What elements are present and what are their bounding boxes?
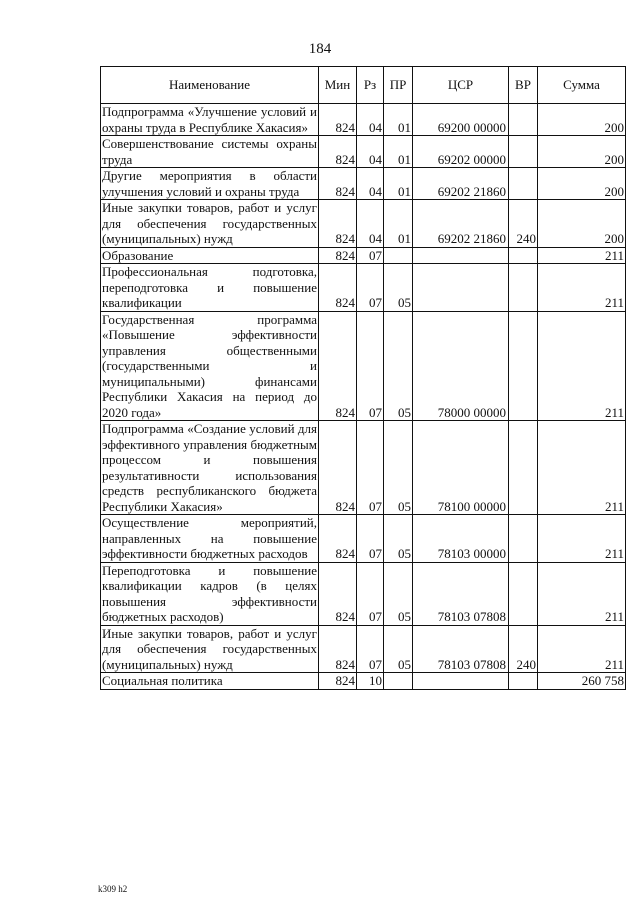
table-row (101, 673, 626, 690)
table-row (101, 421, 626, 515)
cell-csr: 78103 07808 (413, 562, 509, 625)
cell-sum: 211 (538, 625, 626, 673)
cell-pr: 01 (384, 200, 413, 248)
cell-pr: 05 (384, 264, 413, 312)
cell-min: 824 (319, 104, 357, 136)
cell-csr: 78000 00000 (413, 311, 509, 421)
table-row (101, 200, 626, 248)
table-row (101, 168, 626, 200)
cell-rz: 07 (357, 421, 384, 515)
cell-sum: 200 (538, 104, 626, 136)
cell-pr: 05 (384, 421, 413, 515)
cell-name: Профессиональная подготовка, переподготовка и повышение квалификации (102, 264, 317, 310)
cell-pr (384, 673, 413, 690)
cell-rz: 04 (357, 104, 384, 136)
cell-csr: 69202 21860 (413, 200, 509, 248)
cell-name: Образование (101, 247, 319, 264)
table-row (101, 515, 626, 563)
cell-pr: 01 (384, 168, 413, 200)
cell-sum: 200 (538, 200, 626, 248)
cell-vr (509, 104, 538, 136)
cell-sum: 211 (538, 562, 626, 625)
header-vr: ВР (509, 67, 538, 104)
cell-pr: 05 (384, 625, 413, 673)
cell-min: 824 (319, 311, 357, 421)
cell-rz: 07 (357, 515, 384, 563)
cell-rz: 07 (357, 247, 384, 264)
table-row (101, 311, 626, 421)
cell-min: 824 (319, 200, 357, 248)
cell-name: Другие мероприятия в области улучшения условий и охраны труда (102, 168, 317, 199)
cell-rz: 04 (357, 200, 384, 248)
header-sum: Сумма (538, 67, 626, 104)
cell-csr: 69202 21860 (413, 168, 509, 200)
cell-min: 824 (319, 625, 357, 673)
table-row (101, 625, 626, 673)
cell-csr: 69200 00000 (413, 104, 509, 136)
cell-min: 824 (319, 168, 357, 200)
cell-vr (509, 562, 538, 625)
cell-name: Переподготовка и повышение квалификации кадров (в целях повышения эффективности бюджетных расходов) (102, 562, 317, 624)
cell-name: Социальная политика (101, 673, 319, 690)
table-row (101, 247, 626, 264)
cell-pr: 01 (384, 104, 413, 136)
cell-sum: 200 (538, 168, 626, 200)
cell-min: 824 (319, 264, 357, 312)
cell-name: Подпрограмма «Улучшение условий и охраны труда в Республике Хакасия» (102, 104, 317, 135)
cell-pr: 05 (384, 515, 413, 563)
cell-rz: 07 (357, 562, 384, 625)
header-rz: Рз (357, 67, 384, 104)
cell-sum: 211 (538, 264, 626, 312)
table-row (101, 562, 626, 625)
cell-name: Иные закупки товаров, работ и услуг для обеспечения государственных (муниципальных) нужд (102, 200, 317, 246)
cell-sum: 211 (538, 421, 626, 515)
cell-csr: 69202 00000 (413, 136, 509, 168)
cell-name: Иные закупки товаров, работ и услуг для обеспечения государственных (муниципальных) нужд (102, 625, 317, 672)
cell-vr (509, 168, 538, 200)
table-row (101, 136, 626, 168)
cell-pr: 05 (384, 562, 413, 625)
cell-csr: 78103 00000 (413, 515, 509, 563)
cell-sum: 200 (538, 136, 626, 168)
header-min: Мин (319, 67, 357, 104)
header-row (101, 67, 626, 104)
cell-csr (413, 247, 509, 264)
cell-rz: 04 (357, 136, 384, 168)
cell-csr: 78103 07808 (413, 625, 509, 673)
budget-table (100, 66, 626, 690)
cell-pr: 05 (384, 311, 413, 421)
cell-pr: 01 (384, 136, 413, 168)
cell-name: Совершенствование системы охраны труда (102, 136, 317, 167)
cell-min: 824 (319, 562, 357, 625)
table-row (101, 104, 626, 136)
cell-vr (509, 421, 538, 515)
cell-sum: 260 758 (538, 673, 626, 690)
cell-min: 824 (319, 673, 357, 690)
cell-pr (384, 247, 413, 264)
cell-sum: 211 (538, 311, 626, 421)
cell-rz: 10 (357, 673, 384, 690)
cell-min: 824 (319, 136, 357, 168)
table-row (101, 264, 626, 312)
cell-min: 824 (319, 515, 357, 563)
cell-min: 824 (319, 421, 357, 515)
cell-name: Подпрограмма «Создание условий для эффективного управления бюджетным процессом и повышения результативности использования средств республиканского бюджета Республики Хакасия» (102, 421, 317, 514)
cell-name: Государственная программа «Повышение эффективности управления общественными (государственными и муниципальными) финансами Республики Хакасия на период до 2020 года» (102, 311, 317, 420)
cell-vr (509, 311, 538, 421)
cell-name: Осуществление мероприятий, направленных на повышение эффективности бюджетных расходов (102, 515, 317, 561)
cell-vr (509, 264, 538, 312)
cell-min: 824 (319, 247, 357, 264)
cell-vr (509, 247, 538, 264)
cell-vr (509, 515, 538, 563)
page-number: 184 (308, 41, 332, 57)
cell-vr: 240 (509, 200, 538, 248)
header-csr: ЦСР (413, 67, 509, 104)
table-body (101, 104, 626, 690)
header-name: Наименование (101, 67, 319, 104)
footer-code: k309 h2 (98, 884, 128, 894)
cell-vr: 240 (509, 625, 538, 673)
cell-rz: 07 (357, 264, 384, 312)
cell-csr (413, 264, 509, 312)
header-pr: ПР (384, 67, 413, 104)
cell-rz: 07 (357, 625, 384, 673)
cell-csr: 78100 00000 (413, 421, 509, 515)
cell-vr (509, 673, 538, 690)
cell-sum: 211 (538, 515, 626, 563)
cell-rz: 07 (357, 311, 384, 421)
cell-csr (413, 673, 509, 690)
cell-sum: 211 (538, 247, 626, 264)
cell-vr (509, 136, 538, 168)
cell-rz: 04 (357, 168, 384, 200)
